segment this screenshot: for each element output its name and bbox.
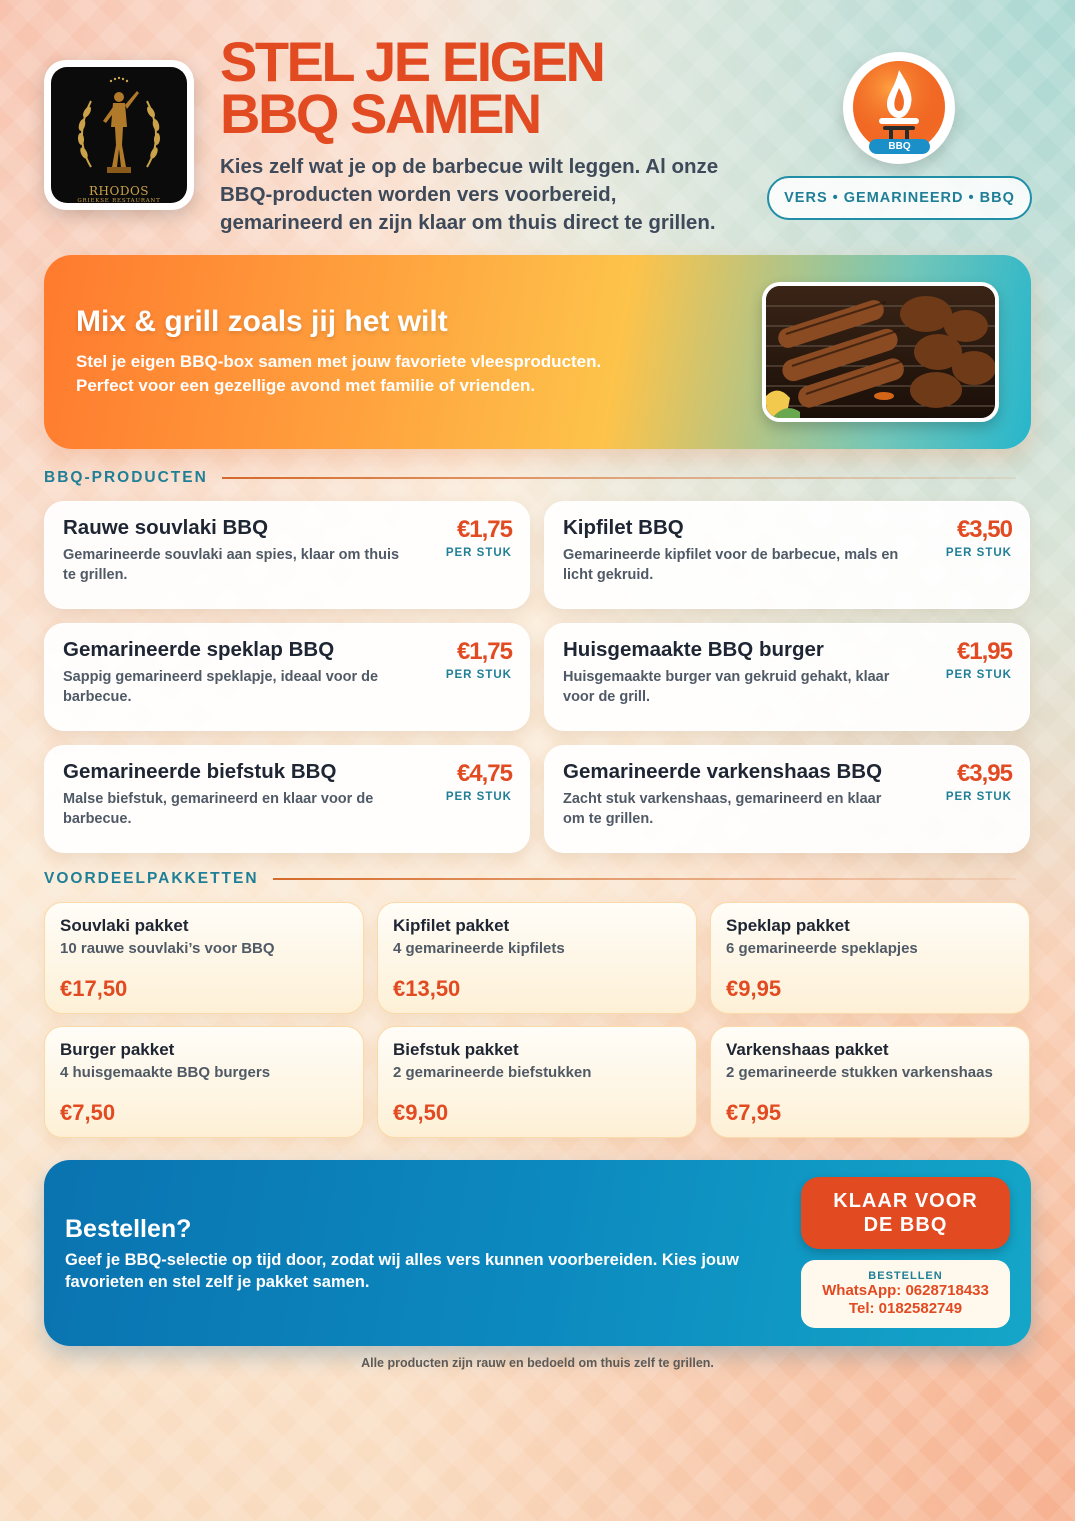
package-description: 6 gemarineerde speklapjes [726, 940, 918, 957]
tagline-pill: VERS • GEMARINEERD • BBQ [767, 176, 1032, 220]
product-name: Gemarineerde biefstuk BBQ [63, 760, 337, 783]
product-name: Gemarineerde varkenshaas BBQ [563, 760, 883, 783]
logo-subtitle: GRIEKSE RESTAURANT [77, 198, 161, 203]
package-price: €13,50 [393, 976, 461, 1001]
section-divider [273, 878, 1016, 880]
whatsapp-number[interactable]: WhatsApp: 0628718433 [822, 1282, 989, 1299]
product-unit: PER STUK [445, 669, 512, 681]
product-description: Zacht stuk varkenshaas, gemarineerd en klaar om te grillen. [563, 791, 882, 827]
package-description: 2 gemarineerde biefstukken [393, 1064, 592, 1081]
product-name: Huisgemaakte BBQ burger [563, 638, 824, 661]
phone-number[interactable]: Tel: 0182582749 [848, 1300, 963, 1317]
product-description: Gemarineerde souvlaki aan spies, klaar om thuis te grillen. [63, 547, 400, 583]
package-card [44, 1026, 364, 1138]
product-description: Sappig gemarineerd speklapje, ideaal voor de barbecue. [63, 669, 379, 705]
package-price: €17,50 [60, 976, 128, 1001]
intro-text: Kies zelf wat je op de barbecue wilt leggen. Al onze BBQ-producten worden vers voorbereid, gemarineerd en zijn klaar om thuis direct te grillen. [220, 155, 719, 234]
grilled-meat-image [766, 286, 995, 418]
cta-line-2: DE BBQ [863, 1214, 948, 1236]
product-description: Huisgemaakte burger van gekruid gehakt, klaar voor de grill. [563, 669, 890, 705]
package-price: €9,95 [726, 976, 782, 1001]
contact-box [801, 1260, 1010, 1328]
order-title: Bestellen? [65, 1215, 192, 1243]
product-unit: PER STUK [945, 791, 1012, 803]
contact-label: BESTELLEN [868, 1270, 943, 1282]
product-card [544, 745, 1030, 853]
product-name: Kipfilet BBQ [563, 516, 684, 539]
restaurant-logo [44, 60, 194, 210]
package-card [377, 1026, 697, 1138]
product-card [44, 501, 530, 609]
package-price: €7,95 [726, 1100, 782, 1125]
package-name: Kipfilet pakket [393, 916, 510, 935]
package-price: €9,50 [393, 1100, 449, 1125]
product-price: €1,95 [956, 638, 1012, 665]
package-description: 4 huisgemaakte BBQ burgers [60, 1064, 271, 1081]
package-card [710, 1026, 1030, 1138]
products-section-header [44, 469, 1016, 487]
product-name: Rauwe souvlaki BBQ [63, 516, 269, 539]
product-price: €4,75 [456, 760, 512, 787]
logo-emblem [51, 67, 187, 203]
package-name: Souvlaki pakket [60, 916, 189, 935]
product-unit: PER STUK [945, 669, 1012, 681]
package-name: Speklap pakket [726, 916, 850, 935]
hero-text [76, 350, 696, 398]
package-name: Varkenshaas pakket [726, 1040, 889, 1059]
package-description: 4 gemarineerde kipfilets [393, 940, 565, 957]
title-line-2: BBQ SAMEN [220, 82, 540, 145]
hero-title: Mix & grill zoals jij het wilt [76, 305, 448, 338]
product-card [544, 501, 1030, 609]
logo-name: RHODOS [88, 184, 150, 198]
product-price: €1,75 [456, 516, 512, 543]
order-panel [44, 1160, 1031, 1346]
product-unit: PER STUK [445, 791, 512, 803]
package-price: €7,50 [60, 1100, 116, 1125]
title-line-1: STEL JE EIGEN [220, 30, 604, 93]
grill-photo [762, 282, 999, 422]
product-unit: PER STUK [445, 547, 512, 559]
product-card [44, 623, 530, 731]
hero-line-1: Stel je eigen BBQ-box samen met jouw favoriete vleesproducten. [76, 352, 602, 371]
package-card [44, 902, 364, 1014]
product-price: €3,95 [956, 760, 1012, 787]
product-card [544, 623, 1030, 731]
package-description: 2 gemarineerde stukken varkenshaas [726, 1064, 993, 1081]
package-name: Burger pakket [60, 1040, 175, 1059]
packages-section-label: VOORDEELPAKKETTEN [44, 870, 259, 887]
product-price: €1,75 [456, 638, 512, 665]
package-card [377, 902, 697, 1014]
package-card [710, 902, 1030, 1014]
packages-section-header [44, 870, 1016, 888]
package-name: Biefstuk pakket [393, 1040, 519, 1059]
order-text: Geef je BBQ-selectie op tijd door, zodat wij alles vers kunnen voorbereiden. Kies jouw favorieten en stel zelf je pakket samen. [65, 1251, 739, 1291]
footer-note: Alle producten zijn rauw en bedoeld om thuis zelf te grillen. [361, 1356, 714, 1370]
product-name: Gemarineerde speklap BBQ [63, 638, 335, 661]
ready-for-bbq-button[interactable] [801, 1177, 1010, 1249]
hero-banner [44, 255, 1031, 449]
section-divider [222, 477, 1016, 479]
product-description: Malse biefstuk, gemarineerd en klaar voor de barbecue. [63, 791, 374, 827]
page-title [220, 30, 760, 145]
product-price: €3,50 [956, 516, 1012, 543]
laurel-statue-icon [51, 67, 187, 203]
bbq-badge-label: BBQ [869, 139, 930, 154]
bbq-badge [843, 52, 955, 164]
product-description: Gemarineerde kipfilet voor de barbecue, mals en licht gekruid. [563, 547, 899, 583]
package-description: 10 rauwe souvlaki’s voor BBQ [60, 940, 275, 957]
hero-line-2: Perfect voor een gezellige avond met familie of vrienden. [76, 376, 536, 395]
product-card [44, 745, 530, 853]
cta-line-1: KLAAR VOOR [833, 1190, 978, 1212]
product-unit: PER STUK [945, 547, 1012, 559]
products-section-label: BBQ-PRODUCTEN [44, 469, 208, 486]
